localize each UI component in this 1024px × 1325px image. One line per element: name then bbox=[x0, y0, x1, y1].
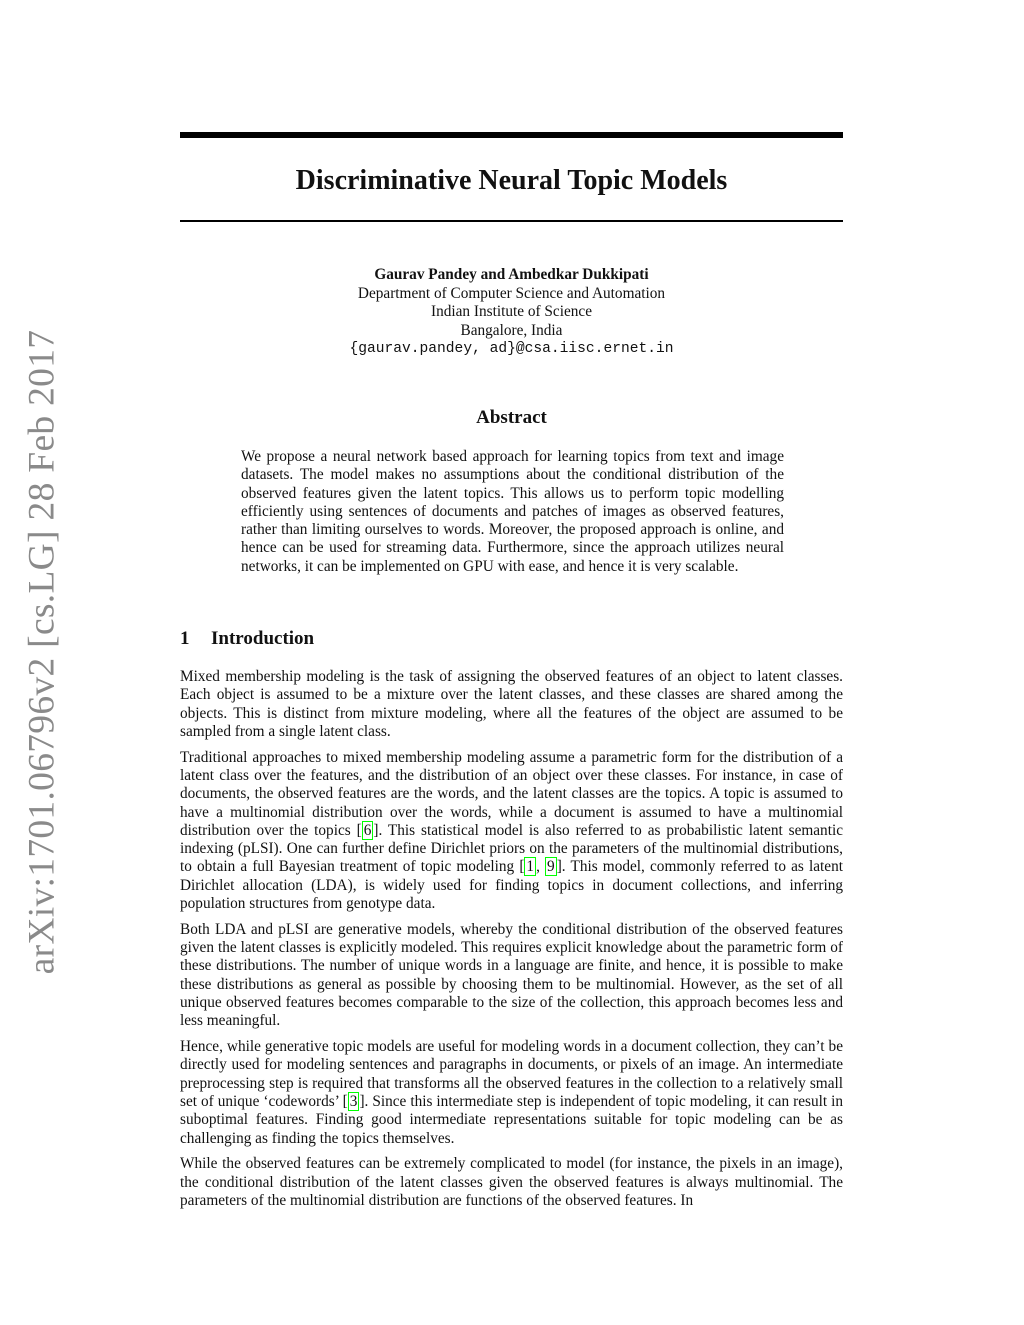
author-institute: Indian Institute of Science bbox=[431, 303, 592, 320]
paragraph-text: Traditional approaches to mixed membership modeling assume a parametric form for the distribution of a latent class over the features, and the distribution of an object over these classes. For instance, in case of documents, the observed features are the words, and the latent classes are the topics. A topic is assumed to have a multinomial distribution over the words, while a document is assumed to have a multinomial distribution over the topics [ bbox=[180, 748, 843, 839]
author-department: Department of Computer Science and Automation bbox=[357, 284, 666, 302]
section-title: Introduction bbox=[211, 628, 315, 649]
citation-link[interactable]: 1 bbox=[526, 858, 535, 876]
author-block bbox=[180, 266, 843, 359]
title-bottom-rule bbox=[180, 220, 843, 222]
introduction-body bbox=[180, 668, 843, 1218]
citation-separator: , bbox=[536, 858, 546, 876]
author-names: Gaurav Pandey and Ambedkar Dukkipati bbox=[374, 266, 649, 283]
abstract-heading: Abstract bbox=[476, 407, 547, 428]
paragraph-text: ]. Since this intermediate step is independent of topic modeling, it can result in suboptimal features. Finding good intermediate representations suitable for topic modeling can be as challenging as finding the topics themselves. bbox=[180, 1093, 843, 1147]
citation-link[interactable]: 3 bbox=[349, 1093, 358, 1111]
section-heading-introduction bbox=[180, 626, 843, 652]
citation-link[interactable]: 6 bbox=[363, 821, 372, 839]
intro-paragraph-3: Both LDA and pLSI are generative models, whereby the conditional distribution of the observed features given the latent classes is explicitly modeled. This requires explicit knowledge about the parametric form of these distributions. The number of unique words in a language are finite, and hence, it is possible to make these distributions as general as possible by choosing them to be multinomial. However, as the set of all unique observed features becomes comparable to the size of the collection, this approach becomes less and less meaningful. bbox=[180, 920, 843, 1030]
intro-paragraph-1: Mixed membership modeling is the task of assigning the observed features of an object to latent classes. Each object is assumed to be a mixture over the latent classes, and these classes are shared among the objects. This is distinct from mixture modeling, where all the features of the object are assumed to be sampled from a single latent class. bbox=[180, 668, 843, 740]
intro-paragraph-2 bbox=[180, 749, 843, 914]
paragraph-text: Hence, while generative topic models are useful for modeling words in a document collection, they can’t be directly used for modeling sentences and paragraphs in documents, or pixels of an image. An intermediate preprocessing step is required that transforms all the observed features in the collection to a relatively small set of unique ‘codewords’ [ bbox=[180, 1038, 843, 1111]
section-number: 1 bbox=[180, 628, 190, 649]
arxiv-identifier-stamp: arXiv:1701.06796v2 [cs.LG] 28 Feb 2017 bbox=[21, 329, 63, 975]
abstract-text: We propose a neural network based approach for learning topics from text and image datasets. The model makes no assumptions about the conditional distribution of the observed features given the latent topics. This allows us to perform topic modelling efficiently using sentences of documents and patches of images as observed features, rather than limiting ourselves to words. Moreover, the proposed approach is online, and hence can be used for streaming data. Furthermore, since the approach utilizes neural networks, it can be implemented on GPU with ease, and hence it is very scalable. bbox=[241, 448, 784, 575]
intro-paragraph-5: While the observed features can be extremely complicated to model (for instance, the pixels in an image), the conditional distribution of the latent classes given the observed features is always multinomial. The parameters of the multinomial distribution are functions of the observed features. In bbox=[180, 1155, 843, 1210]
paragraph-text: ]. This statistical model is also referred to as probabilistic latent semantic indexing (pLSI). One can further define Dirichlet priors on the parameters of the multinomial distributions, to obtain a full Bayesian treatment of topic modeling [ bbox=[180, 821, 843, 876]
paragraph-text: ]. This model, commonly referred to as latent Dirichlet allocation (LDA), is widely used for finding topics in document collections, and inferring population structures from genotype data. bbox=[180, 858, 843, 913]
paper-title: Discriminative Neural Topic Models bbox=[295, 165, 728, 196]
intro-paragraph-4 bbox=[180, 1038, 843, 1148]
author-location: Bangalore, India bbox=[460, 321, 563, 339]
title-top-rule bbox=[180, 132, 843, 138]
citation-link[interactable]: 9 bbox=[547, 858, 555, 876]
author-email: {gaurav.pandey, ad}@csa.iisc.ernet.in bbox=[349, 341, 674, 357]
